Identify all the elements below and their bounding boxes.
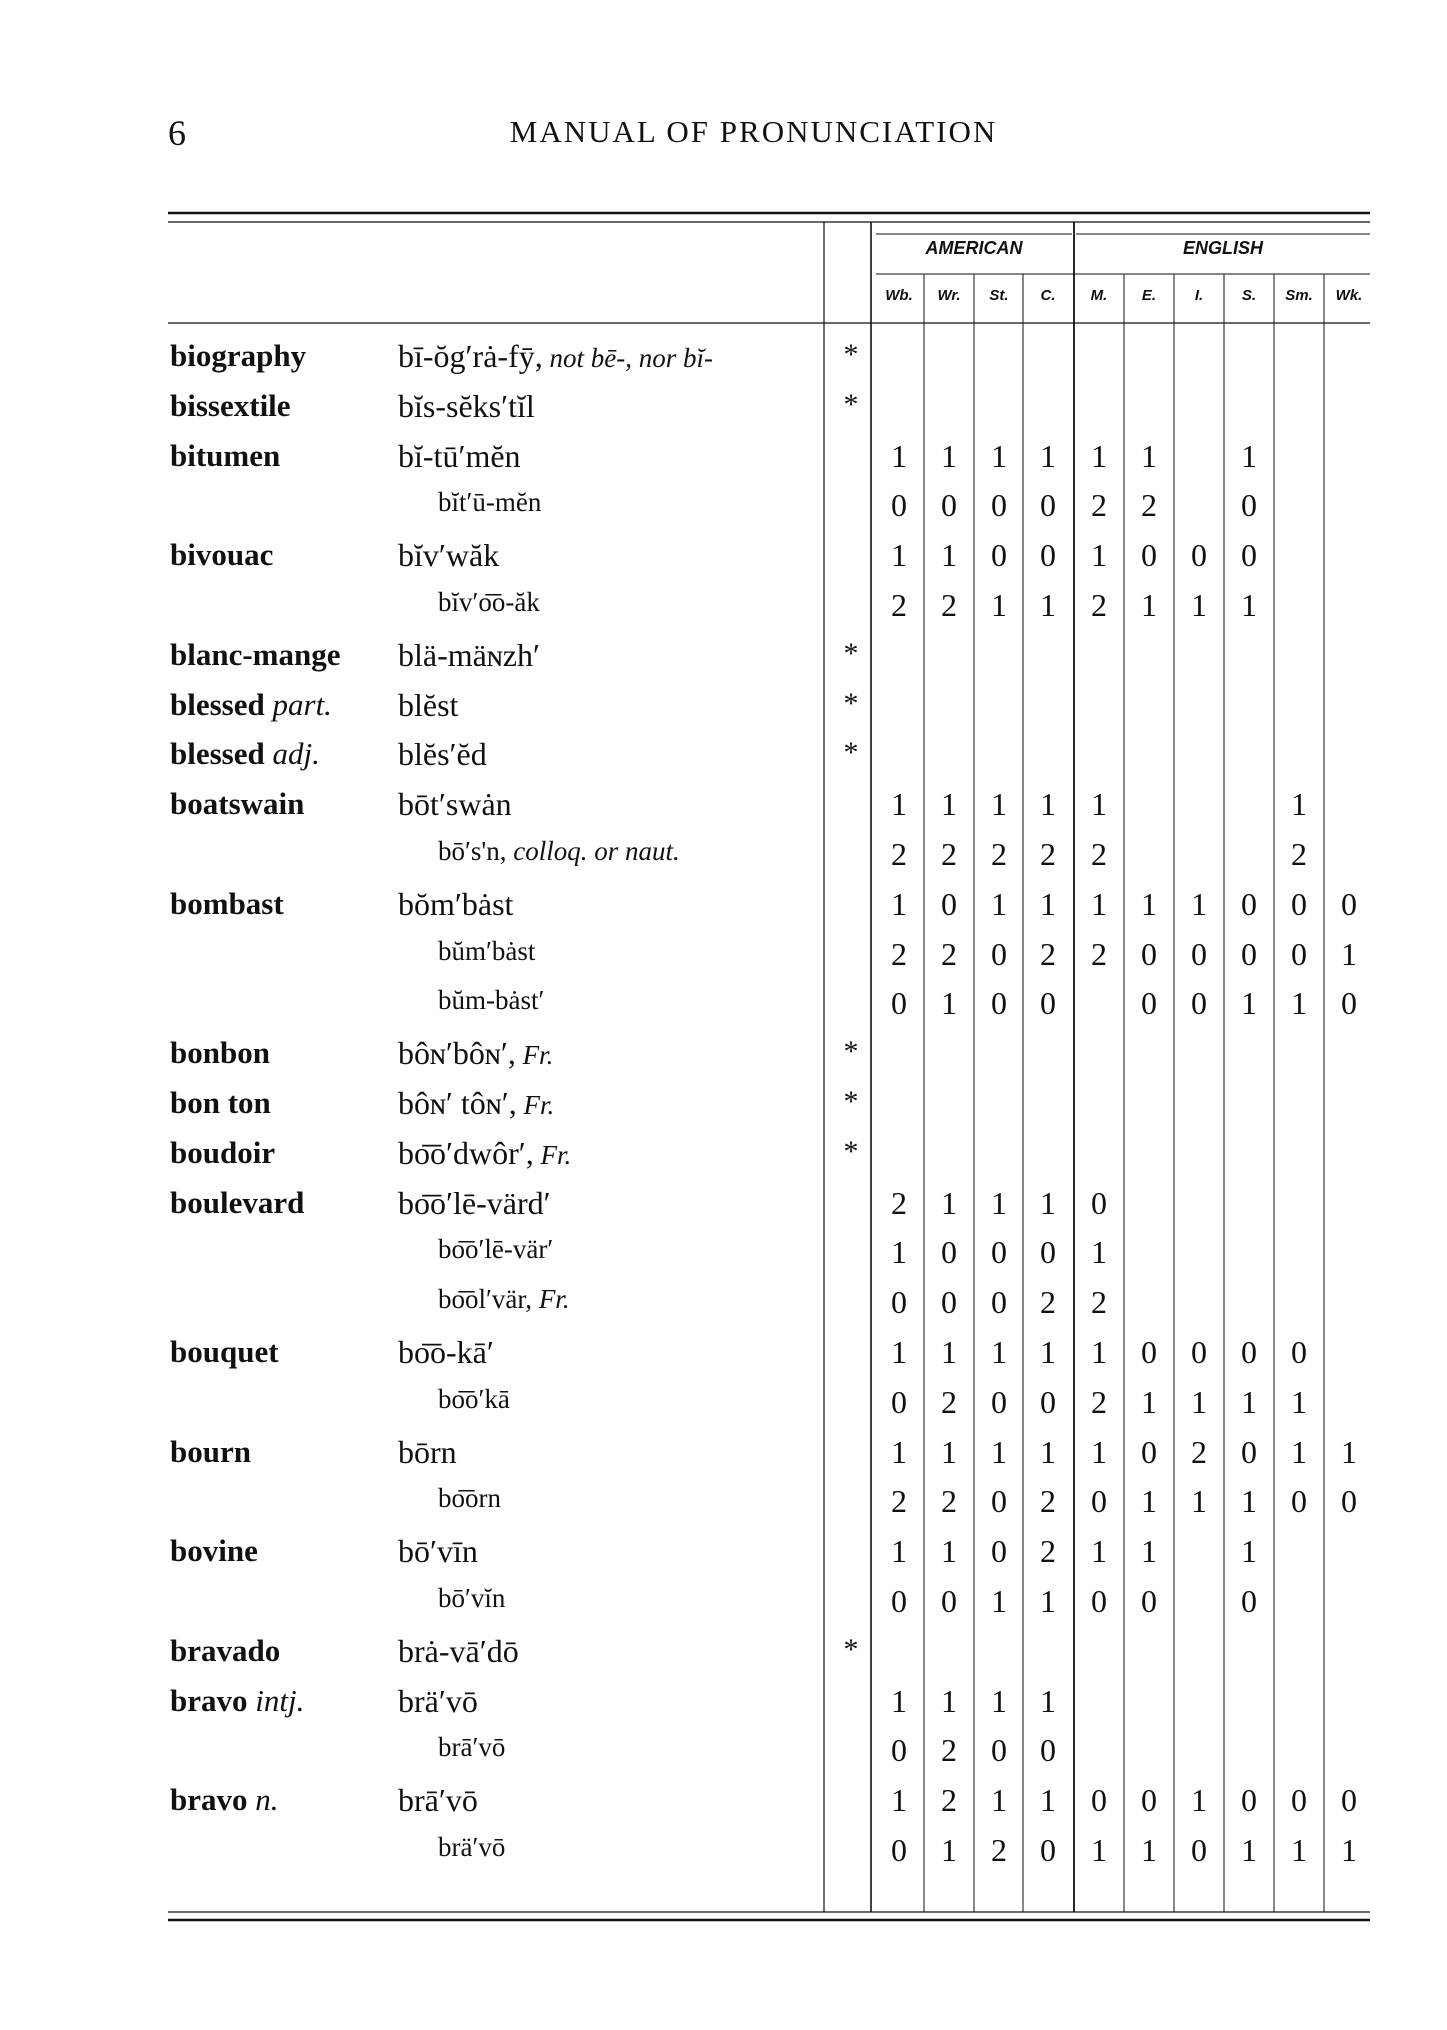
pronunciation: brȧ-vā′dō [398, 1632, 519, 1669]
authority-value: 1 [1291, 786, 1307, 823]
entry-word: blessed adj. [170, 736, 320, 772]
authority-value: 1 [1040, 1184, 1056, 1221]
entry-word: bouquet [170, 1334, 279, 1369]
authority-value: 1 [991, 786, 1007, 823]
table-row [0, 886, 1447, 936]
authority-value: 1 [1241, 1483, 1257, 1520]
authority-value: 0 [1040, 1383, 1056, 1420]
column-header: St. [989, 287, 1009, 304]
authority-value: 0 [1040, 1732, 1056, 1769]
pronunciation: bĭv′o͞o-ăk [438, 587, 540, 617]
pronunciation: bŭm-bȧst′ [438, 985, 545, 1016]
authority-value: 0 [1241, 487, 1257, 524]
table-row [0, 836, 1447, 886]
table-row [0, 537, 1447, 587]
table-row [0, 985, 1447, 1035]
authority-value: 0 [1341, 1483, 1357, 1520]
authority-value: 1 [1241, 985, 1257, 1022]
authority-value: 1 [991, 1782, 1007, 1819]
table-row [0, 1035, 1447, 1085]
column-header: S. [1241, 287, 1257, 304]
authority-value: 0 [1291, 935, 1307, 972]
authority-value: 1 [1191, 1483, 1207, 1520]
table-row [0, 587, 1447, 637]
authority-value: 2 [1091, 587, 1107, 623]
authority-value: 0 [941, 1284, 957, 1321]
authority-value: 1 [891, 1682, 907, 1719]
table-row [0, 1284, 1447, 1334]
pronunciation: brā′vō [438, 1732, 506, 1763]
authority-value: 1 [1040, 437, 1056, 474]
asterisk-mark: * [843, 736, 859, 770]
authority-value: 0 [1040, 985, 1056, 1022]
entry-word: bravado [170, 1632, 281, 1668]
authority-value: 1 [1191, 1782, 1207, 1819]
authority-value: 2 [1141, 487, 1157, 524]
authority-value: 0 [1241, 885, 1257, 922]
authority-value: 2 [991, 836, 1007, 872]
part-of-speech: n. [255, 1782, 279, 1818]
pronunciation-note: Fr. [516, 1090, 555, 1120]
column-header: Wb. [885, 287, 913, 304]
authority-value: 1 [1091, 885, 1107, 922]
authority-value: 1 [1091, 1334, 1107, 1370]
authority-value: 0 [991, 1383, 1007, 1420]
authority-value: 2 [891, 1483, 907, 1520]
pronunciation: bŏm′bȧst [398, 885, 514, 922]
authority-value: 2 [1040, 935, 1056, 972]
asterisk-mark: * [843, 686, 859, 720]
authority-value: 1 [891, 885, 907, 922]
authority-value: 2 [1040, 1483, 1056, 1520]
entry-word: bon ton [170, 1085, 271, 1120]
column-header: C. [1040, 287, 1056, 304]
entry-word: boudoir [170, 1134, 276, 1170]
asterisk-mark: * [843, 387, 859, 421]
group-header-english: ENGLISH [1182, 238, 1263, 258]
table-row [0, 388, 1447, 438]
authority-value: 1 [1040, 1433, 1056, 1470]
authority-value: 1 [1141, 1533, 1157, 1570]
authority-value: 1 [1191, 1383, 1207, 1420]
authority-value: 2 [1091, 1284, 1107, 1321]
authority-value: 2 [891, 587, 907, 623]
authority-value: 0 [991, 1533, 1007, 1570]
entry-word: bonbon [170, 1035, 270, 1071]
authority-value: 2 [1040, 1533, 1056, 1570]
authority-value: 1 [1141, 437, 1157, 474]
authority-value: 1 [941, 1334, 957, 1370]
authority-value: 0 [1341, 985, 1357, 1022]
table-row [0, 338, 1447, 388]
column-header: Wr. [937, 287, 961, 304]
authority-value: 1 [1341, 1832, 1357, 1868]
authority-value: 0 [1141, 1782, 1157, 1819]
authority-value: 2 [1091, 935, 1107, 972]
entry-word: bravo intj. [170, 1682, 305, 1718]
authority-value: 1 [941, 1832, 957, 1868]
authority-value: 1 [991, 1583, 1007, 1619]
authority-value: 0 [991, 487, 1007, 524]
authority-value: 1 [1141, 1483, 1157, 1520]
column-header: Sm. [1285, 287, 1313, 304]
table-row [0, 1384, 1447, 1434]
authority-value: 1 [1341, 1433, 1357, 1470]
table-row [0, 1782, 1447, 1832]
authority-value: 1 [1141, 1383, 1157, 1420]
authority-value: 1 [991, 1184, 1007, 1221]
authority-value: 0 [1040, 1832, 1056, 1868]
part-of-speech: adj. [272, 736, 320, 772]
authority-value: 0 [1241, 935, 1257, 972]
authority-value: 1 [1091, 786, 1107, 823]
authority-value: 0 [1191, 537, 1207, 574]
pronunciation: bĭs-sĕks′tĭl [398, 387, 535, 424]
authority-value: 1 [1091, 1234, 1107, 1271]
authority-value: 0 [1141, 1583, 1157, 1619]
authority-value: 1 [1241, 1383, 1257, 1420]
entry-word: bivouac [170, 537, 274, 573]
pronunciation-note: Fr. [532, 1284, 570, 1315]
authority-value: 0 [1241, 1583, 1257, 1619]
authority-value: 2 [941, 1732, 957, 1769]
authority-value: 0 [1091, 1483, 1107, 1520]
pronunciation-note: colloq. or naut. [506, 836, 680, 866]
pronunciation: bo͞orn [438, 1483, 501, 1514]
authority-value: 2 [1091, 1383, 1107, 1420]
table-row [0, 1135, 1447, 1185]
pronunciation: bī-ŏg′rȧ-fȳ, not bē-, nor bĭ- [398, 338, 713, 374]
authority-value: 1 [941, 437, 957, 474]
pronunciation: bo͞o-kā′ [398, 1334, 494, 1370]
authority-value: 0 [1241, 1433, 1257, 1470]
pronunciation-note: not bē-, nor bĭ- [542, 343, 713, 373]
authority-value: 1 [1241, 1832, 1257, 1868]
authority-value: 1 [941, 537, 957, 574]
authority-value: 1 [941, 1433, 957, 1470]
authority-value: 1 [1191, 587, 1207, 623]
authority-value: 0 [991, 1234, 1007, 1271]
authority-value: 1 [1291, 1383, 1307, 1420]
authority-value: 1 [991, 437, 1007, 474]
authority-value: 2 [941, 1383, 957, 1420]
table-row [0, 1185, 1447, 1235]
authority-value: 0 [1091, 1583, 1107, 1619]
authority-value: 1 [941, 1533, 957, 1570]
table-row [0, 1683, 1447, 1733]
authority-value: 0 [941, 885, 957, 922]
pronunciation: bŭm′bȧst [438, 935, 536, 966]
table-row [0, 786, 1447, 836]
authority-value: 0 [991, 985, 1007, 1022]
pronunciation: bo͞o′dwôr′, Fr. [398, 1134, 572, 1171]
authority-value: 0 [891, 1383, 907, 1420]
authority-value: 1 [1091, 437, 1107, 474]
authority-value: 0 [1141, 985, 1157, 1022]
entry-word: bovine [170, 1533, 258, 1569]
part-of-speech: intj. [255, 1682, 305, 1718]
authority-value: 1 [941, 1682, 957, 1719]
pronunciation: bĭv′wăk [398, 537, 500, 574]
authority-value: 1 [1091, 1533, 1107, 1570]
authority-value: 0 [1141, 537, 1157, 574]
pronunciation: bō′s'n, colloq. or naut. [438, 836, 680, 866]
authority-value: 0 [1241, 1334, 1257, 1370]
authority-value: 1 [941, 985, 957, 1022]
authority-value: 0 [991, 537, 1007, 574]
entry-word: bissextile [170, 387, 291, 423]
authority-value: 0 [1040, 1234, 1056, 1271]
authority-value: 0 [1191, 985, 1207, 1022]
pronunciation: bĭt′ū-mĕn [438, 487, 542, 518]
table-row [0, 1483, 1447, 1533]
authority-value: 2 [1040, 836, 1056, 872]
group-header-american: AMERICAN [925, 238, 1023, 258]
table-row [0, 487, 1447, 537]
authority-value: 1 [1040, 1334, 1056, 1370]
authority-value: 1 [1040, 786, 1056, 823]
table-row [0, 1633, 1447, 1683]
table-row [0, 1583, 1447, 1633]
authority-value: 1 [941, 1184, 957, 1221]
authority-value: 0 [1191, 1832, 1207, 1868]
authority-value: 1 [991, 1682, 1007, 1719]
entry-word: bitumen [170, 437, 281, 473]
pronunciation: bôɴ′ tôɴ′, Fr. [398, 1085, 555, 1121]
table-row [0, 1732, 1447, 1782]
authority-value: 0 [891, 985, 907, 1022]
authority-value: 1 [1040, 1583, 1056, 1619]
authority-value: 1 [991, 1433, 1007, 1470]
pronunciation: bo͞o′lē-vär′ [438, 1234, 554, 1265]
authority-value: 1 [941, 786, 957, 823]
authority-value: 1 [1040, 1782, 1056, 1819]
table-row [0, 1434, 1447, 1484]
authority-value: 2 [991, 1832, 1007, 1868]
table-row [0, 936, 1447, 986]
authority-value: 0 [891, 1832, 907, 1868]
table-row [0, 438, 1447, 488]
asterisk-mark: * [843, 1134, 859, 1168]
pronunciation-note: Fr. [533, 1139, 572, 1170]
authority-value: 0 [891, 1284, 907, 1321]
authority-value: 0 [1191, 1334, 1207, 1370]
pronunciation: blĕs′ĕd [398, 736, 487, 773]
authority-value: 1 [1241, 437, 1257, 474]
pronunciation: bo͞o′lē-värd′ [398, 1184, 551, 1221]
pronunciation: bō′vīn [398, 1533, 478, 1570]
pronunciation: bo͞o′kā [438, 1383, 510, 1414]
authority-value: 0 [991, 1483, 1007, 1520]
authority-value: 1 [1291, 985, 1307, 1022]
authority-value: 1 [991, 1334, 1007, 1370]
pronunciation: blä-mäɴzh′ [398, 636, 540, 673]
table-row [0, 1334, 1447, 1384]
authority-value: 1 [1341, 935, 1357, 972]
authority-value: 2 [941, 836, 957, 872]
authority-value: 1 [1091, 1433, 1107, 1470]
entry-word: boulevard [170, 1184, 305, 1220]
authority-value: 0 [1141, 1433, 1157, 1470]
asterisk-mark: * [843, 338, 859, 371]
authority-value: 1 [891, 786, 907, 823]
authority-value: 0 [1291, 1483, 1307, 1520]
table-row [0, 736, 1447, 786]
pronunciation: bĭ-tū′mĕn [398, 437, 521, 474]
pronunciation: bōt′swȧn [398, 786, 512, 823]
pronunciation: blĕst [398, 686, 459, 723]
authority-value: 0 [1291, 1782, 1307, 1819]
authority-value: 1 [1091, 537, 1107, 574]
authority-value: 0 [1141, 935, 1157, 972]
table-row [0, 1533, 1447, 1583]
authority-value: 2 [941, 587, 957, 623]
running-title: MANUAL OF PRONUNCIATION [509, 114, 998, 149]
authority-value: 2 [941, 935, 957, 972]
authority-value: 2 [941, 1782, 957, 1819]
part-of-speech: part. [272, 686, 332, 722]
authority-value: 1 [891, 1433, 907, 1470]
authority-value: 1 [1141, 587, 1157, 623]
authority-value: 1 [991, 885, 1007, 922]
pronunciation: bōrn [398, 1433, 457, 1470]
authority-value: 2 [891, 935, 907, 972]
authority-value: 1 [1040, 885, 1056, 922]
authority-value: 1 [891, 1533, 907, 1570]
authority-value: 1 [1291, 1433, 1307, 1470]
table-row [0, 1832, 1447, 1882]
authority-value: 1 [891, 1334, 907, 1370]
pronunciation: brā′vō [398, 1782, 478, 1819]
authority-value: 2 [1040, 1284, 1056, 1321]
authority-value: 2 [1091, 836, 1107, 872]
entry-word: bourn [170, 1433, 251, 1469]
pronunciation: bō′vĭn [438, 1583, 506, 1613]
authority-value: 1 [891, 537, 907, 574]
authority-value: 0 [891, 1583, 907, 1619]
authority-value: 1 [891, 437, 907, 474]
entry-word: bombast [170, 885, 284, 921]
authority-value: 1 [1291, 1832, 1307, 1868]
authority-value: 1 [1141, 1832, 1157, 1868]
authority-value: 0 [991, 1284, 1007, 1321]
authority-value: 0 [1291, 885, 1307, 922]
authority-value: 2 [1291, 836, 1307, 872]
authority-value: 2 [1091, 487, 1107, 524]
authority-value: 0 [991, 935, 1007, 972]
authority-value: 0 [1191, 935, 1207, 972]
pronunciation: bôɴ′bôɴ′, Fr. [398, 1035, 554, 1072]
pronunciation: brä′vō [438, 1832, 506, 1862]
authority-value: 2 [1191, 1433, 1207, 1470]
table-row [0, 1085, 1447, 1135]
authority-value: 0 [1040, 487, 1056, 524]
authority-value: 1 [1241, 1533, 1257, 1570]
pronunciation-note: Fr. [515, 1040, 554, 1071]
authority-value: 1 [1040, 1682, 1056, 1719]
pronunciation: bo͞ol′vär, Fr. [438, 1284, 570, 1315]
authority-value: 1 [1191, 885, 1207, 922]
authority-value: 0 [941, 1583, 957, 1619]
authority-value: 0 [1040, 537, 1056, 574]
authority-value: 2 [891, 1184, 907, 1221]
asterisk-mark: * [843, 1085, 859, 1118]
table-row [0, 1234, 1447, 1284]
authority-value: 0 [1341, 885, 1357, 922]
table-row [0, 687, 1447, 737]
entry-word: bravo n. [170, 1782, 279, 1818]
authority-value: 0 [941, 487, 957, 524]
authority-value: 0 [1091, 1184, 1107, 1221]
authority-value: 0 [941, 1234, 957, 1271]
authority-value: 0 [1341, 1782, 1357, 1819]
column-header: E. [1141, 287, 1157, 304]
asterisk-mark: * [843, 636, 859, 670]
authority-value: 0 [1291, 1334, 1307, 1370]
authority-value: 0 [1241, 1782, 1257, 1819]
authority-value: 2 [941, 1483, 957, 1520]
entry-word: biography [170, 338, 307, 373]
authority-value: 1 [891, 1234, 907, 1271]
authority-value: 1 [1241, 587, 1257, 623]
authority-value: 2 [891, 836, 907, 872]
page-number: 6 [168, 113, 186, 153]
asterisk-mark: * [843, 1035, 859, 1069]
authority-value: 1 [1141, 885, 1157, 922]
authority-value: 0 [1091, 1782, 1107, 1819]
entry-word: blessed part. [170, 686, 332, 722]
authority-value: 0 [991, 1732, 1007, 1769]
asterisk-mark: * [843, 1632, 859, 1666]
column-header: Wk. [1335, 287, 1363, 304]
column-header: M. [1090, 287, 1108, 304]
pronunciation: brä′vō [398, 1682, 478, 1719]
entry-word: blanc-mange [170, 636, 341, 672]
authority-value: 1 [891, 1782, 907, 1819]
authority-value: 0 [891, 487, 907, 524]
authority-value: 1 [1040, 587, 1056, 623]
entry-word: boatswain [170, 786, 305, 822]
authority-value: 1 [991, 587, 1007, 623]
authority-value: 0 [1141, 1334, 1157, 1370]
table-row [0, 637, 1447, 687]
authority-value: 1 [1091, 1832, 1107, 1868]
authority-value: 0 [1241, 537, 1257, 574]
column-header: I. [1194, 287, 1204, 304]
authority-value: 0 [891, 1732, 907, 1769]
